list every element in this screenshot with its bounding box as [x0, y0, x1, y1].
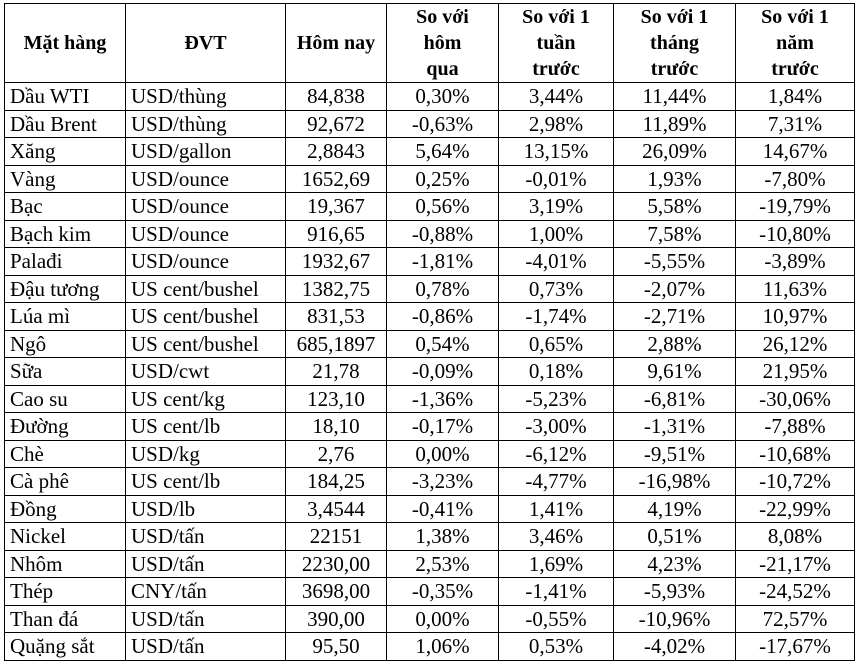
cell-vs-year: 1,84%	[736, 83, 855, 111]
cell-vs-year: -22,99%	[736, 495, 855, 523]
cell-vs-year: -7,80%	[736, 165, 855, 193]
table-row	[5, 358, 855, 386]
cell-today: 1932,67	[286, 248, 387, 276]
cell-vs-year: 7,31%	[736, 110, 855, 138]
cell-vs-year: 21,95%	[736, 358, 855, 386]
table-row	[5, 440, 855, 468]
cell-unit: US cent/bushel	[126, 303, 286, 331]
cell-item: Cao su	[5, 385, 126, 413]
cell-vs-month: -9,51%	[614, 440, 736, 468]
col-header-today	[286, 4, 387, 83]
cell-vs-yesterday: -0,63%	[387, 110, 499, 138]
cell-unit: USD/ounce	[126, 193, 286, 221]
cell-vs-week: 3,46%	[499, 523, 614, 551]
cell-item: Ngô	[5, 330, 126, 358]
cell-vs-week: 1,69%	[499, 550, 614, 578]
cell-vs-year: -30,06%	[736, 385, 855, 413]
commodity-price-table	[4, 3, 855, 661]
cell-item: Đậu tương	[5, 275, 126, 303]
cell-vs-week: 0,18%	[499, 358, 614, 386]
cell-item: Palađi	[5, 248, 126, 276]
table-row	[5, 83, 855, 111]
cell-today: 19,367	[286, 193, 387, 221]
cell-today: 123,10	[286, 385, 387, 413]
cell-today: 95,50	[286, 633, 387, 661]
cell-vs-week: 0,73%	[499, 275, 614, 303]
cell-vs-yesterday: -0,09%	[387, 358, 499, 386]
cell-item: Cà phê	[5, 468, 126, 496]
table-row	[5, 468, 855, 496]
cell-vs-week: 3,44%	[499, 83, 614, 111]
cell-vs-week: -4,77%	[499, 468, 614, 496]
cell-vs-month: 4,19%	[614, 495, 736, 523]
cell-today: 184,25	[286, 468, 387, 496]
cell-unit: US cent/lb	[126, 468, 286, 496]
cell-vs-year: -24,52%	[736, 578, 855, 606]
cell-vs-month: 7,58%	[614, 220, 736, 248]
cell-unit: USD/tấn	[126, 605, 286, 633]
cell-today: 84,838	[286, 83, 387, 111]
cell-item: Chè	[5, 440, 126, 468]
cell-unit: USD/gallon	[126, 138, 286, 166]
cell-unit: USD/tấn	[126, 550, 286, 578]
header-line: tuần	[536, 32, 576, 54]
cell-item: Nickel	[5, 523, 126, 551]
cell-vs-month: 0,51%	[614, 523, 736, 551]
cell-vs-yesterday: 2,53%	[387, 550, 499, 578]
cell-vs-year: 10,97%	[736, 303, 855, 331]
col-header-vs-yesterday	[387, 4, 499, 83]
cell-vs-month: 5,58%	[614, 193, 736, 221]
cell-vs-month: -5,55%	[614, 248, 736, 276]
cell-vs-week: -6,12%	[499, 440, 614, 468]
table-row	[5, 330, 855, 358]
cell-vs-yesterday: -0,86%	[387, 303, 499, 331]
header-line: Hôm nay	[296, 32, 376, 54]
cell-item: Nhôm	[5, 550, 126, 578]
cell-item: Than đá	[5, 605, 126, 633]
cell-item: Dầu WTI	[5, 83, 126, 111]
cell-vs-year: -10,72%	[736, 468, 855, 496]
cell-unit: USD/thùng	[126, 83, 286, 111]
cell-vs-month: 2,88%	[614, 330, 736, 358]
table-row	[5, 165, 855, 193]
table-row	[5, 633, 855, 661]
col-header-item	[5, 4, 126, 83]
cell-unit: USD/lb	[126, 495, 286, 523]
table-row	[5, 220, 855, 248]
cell-vs-year: -10,80%	[736, 220, 855, 248]
cell-vs-yesterday: 1,06%	[387, 633, 499, 661]
header-line: So với	[416, 6, 469, 28]
cell-today: 390,00	[286, 605, 387, 633]
cell-vs-month: 11,44%	[614, 83, 736, 111]
header-line: So với 1	[522, 6, 590, 28]
cell-vs-month: 9,61%	[614, 358, 736, 386]
cell-vs-month: -4,02%	[614, 633, 736, 661]
cell-vs-year: -19,79%	[736, 193, 855, 221]
cell-vs-yesterday: 0,78%	[387, 275, 499, 303]
cell-vs-yesterday: -0,41%	[387, 495, 499, 523]
table-row	[5, 138, 855, 166]
header-line: qua	[426, 58, 459, 80]
cell-vs-year: 72,57%	[736, 605, 855, 633]
cell-unit: USD/cwt	[126, 358, 286, 386]
cell-vs-year: 14,67%	[736, 138, 855, 166]
cell-item: Đường	[5, 413, 126, 441]
cell-unit: CNY/tấn	[126, 578, 286, 606]
cell-vs-yesterday: 0,56%	[387, 193, 499, 221]
header-line: Mặt hàng	[23, 32, 107, 54]
cell-vs-yesterday: -0,17%	[387, 413, 499, 441]
cell-vs-year: -21,17%	[736, 550, 855, 578]
header-line: trước	[650, 58, 699, 80]
table-row	[5, 303, 855, 331]
cell-vs-week: -5,23%	[499, 385, 614, 413]
cell-vs-month: -10,96%	[614, 605, 736, 633]
cell-unit: USD/tấn	[126, 633, 286, 661]
cell-vs-month: -2,07%	[614, 275, 736, 303]
cell-item: Đồng	[5, 495, 126, 523]
cell-vs-year: -10,68%	[736, 440, 855, 468]
cell-today: 22151	[286, 523, 387, 551]
cell-vs-month: -1,31%	[614, 413, 736, 441]
cell-vs-yesterday: 0,00%	[387, 440, 499, 468]
cell-vs-month: -16,98%	[614, 468, 736, 496]
header-line: trước	[771, 58, 819, 80]
cell-item: Quặng sắt	[5, 633, 126, 661]
cell-item: Bạc	[5, 193, 126, 221]
table-row	[5, 578, 855, 606]
header-line: So với 1	[761, 6, 829, 28]
col-header-unit	[126, 4, 286, 83]
table-row	[5, 605, 855, 633]
cell-vs-yesterday: 0,30%	[387, 83, 499, 111]
cell-today: 685,1897	[286, 330, 387, 358]
cell-today: 1382,75	[286, 275, 387, 303]
cell-vs-yesterday: 5,64%	[387, 138, 499, 166]
cell-today: 92,672	[286, 110, 387, 138]
cell-vs-week: -0,55%	[499, 605, 614, 633]
table-row	[5, 275, 855, 303]
cell-today: 2,76	[286, 440, 387, 468]
table-row	[5, 193, 855, 221]
cell-unit: US cent/bushel	[126, 330, 286, 358]
cell-vs-yesterday: -0,88%	[387, 220, 499, 248]
cell-unit: US cent/kg	[126, 385, 286, 413]
cell-vs-yesterday: 0,54%	[387, 330, 499, 358]
header-line: trước	[532, 58, 580, 80]
cell-vs-month: -6,81%	[614, 385, 736, 413]
table-row	[5, 550, 855, 578]
table-row	[5, 523, 855, 551]
table-row	[5, 413, 855, 441]
cell-item: Dầu Brent	[5, 110, 126, 138]
header-line: năm	[776, 32, 814, 54]
col-header-vs-month	[614, 4, 736, 83]
table-row	[5, 110, 855, 138]
cell-vs-week: 0,53%	[499, 633, 614, 661]
cell-vs-week: -1,41%	[499, 578, 614, 606]
cell-vs-month: 4,23%	[614, 550, 736, 578]
cell-today: 831,53	[286, 303, 387, 331]
cell-vs-yesterday: 0,25%	[387, 165, 499, 193]
table-row	[5, 385, 855, 413]
cell-vs-month: -2,71%	[614, 303, 736, 331]
cell-item: Sữa	[5, 358, 126, 386]
cell-today: 18,10	[286, 413, 387, 441]
cell-vs-week: 2,98%	[499, 110, 614, 138]
cell-vs-month: -5,93%	[614, 578, 736, 606]
header-line: tháng	[650, 32, 699, 54]
cell-unit: USD/tấn	[126, 523, 286, 551]
cell-unit: US cent/lb	[126, 413, 286, 441]
table-row	[5, 248, 855, 276]
cell-today: 916,65	[286, 220, 387, 248]
cell-today: 1652,69	[286, 165, 387, 193]
header-line: So với 1	[640, 6, 709, 28]
table-row	[5, 495, 855, 523]
cell-vs-week: 1,00%	[499, 220, 614, 248]
header-line: ĐVT	[184, 32, 227, 54]
cell-vs-yesterday: -1,81%	[387, 248, 499, 276]
cell-vs-month: 26,09%	[614, 138, 736, 166]
cell-vs-week: 13,15%	[499, 138, 614, 166]
cell-today: 2230,00	[286, 550, 387, 578]
cell-vs-month: 1,93%	[614, 165, 736, 193]
cell-today: 21,78	[286, 358, 387, 386]
cell-vs-yesterday: 1,38%	[387, 523, 499, 551]
cell-vs-year: -3,89%	[736, 248, 855, 276]
cell-unit: US cent/bushel	[126, 275, 286, 303]
cell-vs-yesterday: -1,36%	[387, 385, 499, 413]
table-header-row	[5, 4, 855, 83]
cell-today: 3,4544	[286, 495, 387, 523]
col-header-vs-year	[736, 4, 855, 83]
cell-item: Xăng	[5, 138, 126, 166]
cell-vs-yesterday: 0,00%	[387, 605, 499, 633]
cell-vs-week: -3,00%	[499, 413, 614, 441]
cell-vs-week: 0,65%	[499, 330, 614, 358]
cell-vs-week: -0,01%	[499, 165, 614, 193]
cell-vs-year: -17,67%	[736, 633, 855, 661]
cell-unit: USD/ounce	[126, 220, 286, 248]
cell-unit: USD/ounce	[126, 165, 286, 193]
cell-item: Vàng	[5, 165, 126, 193]
cell-today: 3698,00	[286, 578, 387, 606]
cell-vs-year: 8,08%	[736, 523, 855, 551]
cell-vs-week: -1,74%	[499, 303, 614, 331]
cell-vs-yesterday: -3,23%	[387, 468, 499, 496]
cell-vs-month: 11,89%	[614, 110, 736, 138]
header-line: hôm	[423, 32, 462, 54]
cell-item: Bạch kim	[5, 220, 126, 248]
cell-vs-year: -7,88%	[736, 413, 855, 441]
cell-vs-week: 3,19%	[499, 193, 614, 221]
cell-unit: USD/ounce	[126, 248, 286, 276]
cell-vs-year: 11,63%	[736, 275, 855, 303]
cell-item: Lúa mì	[5, 303, 126, 331]
cell-item: Thép	[5, 578, 126, 606]
cell-vs-week: 1,41%	[499, 495, 614, 523]
col-header-vs-week	[499, 4, 614, 83]
cell-vs-week: -4,01%	[499, 248, 614, 276]
cell-today: 2,8843	[286, 138, 387, 166]
table-body	[5, 83, 855, 661]
cell-unit: USD/kg	[126, 440, 286, 468]
cell-vs-yesterday: -0,35%	[387, 578, 499, 606]
cell-vs-year: 26,12%	[736, 330, 855, 358]
cell-unit: USD/thùng	[126, 110, 286, 138]
